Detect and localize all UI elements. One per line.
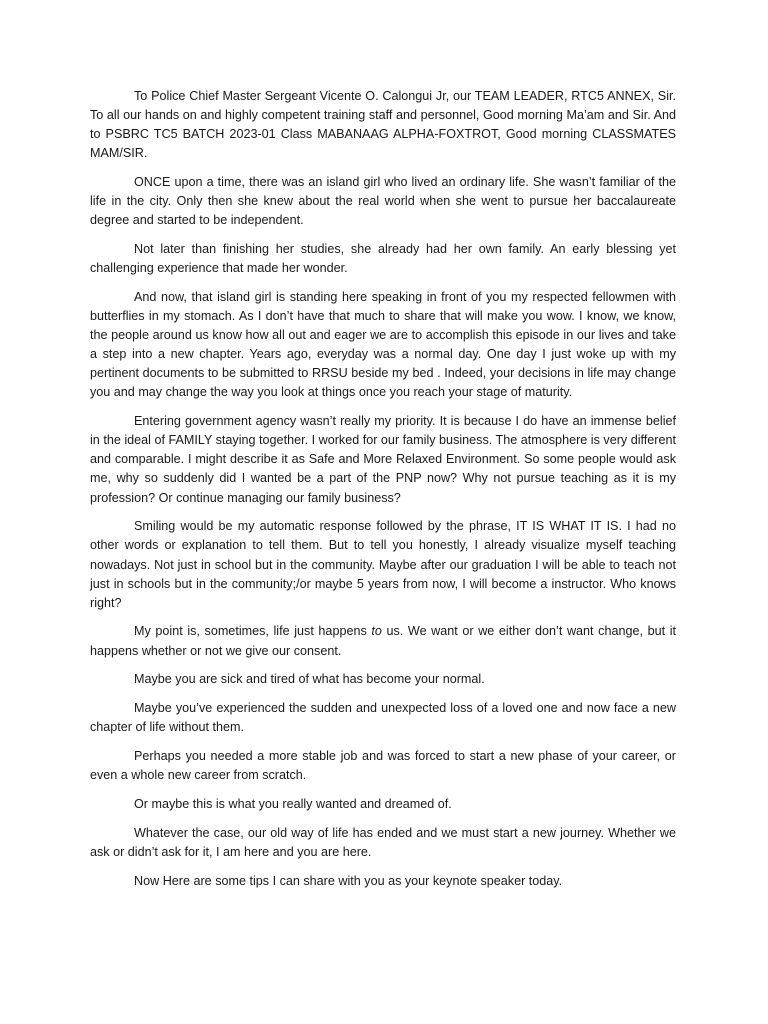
- paragraph-tips: Now Here are some tips I can share with you as your keynote speaker today.: [134, 873, 563, 888]
- paragraph-island-girl: ONCE upon a time, there was an island girl who lived an ordinary life. She wasn’t familiar of the life in the city. Only then she knew about the real world when she went to pursue her baccalaureate degree and started to be independent.: [90, 175, 676, 228]
- paragraph-stable-job: Perhaps you needed a more stable job and was forced to start a new phase of your career, or even a whole new career from scratch.: [90, 749, 676, 783]
- paragraph-loss: Maybe you’ve experienced the sudden and unexpected loss of a loved one and now face a new chapter of life without them.: [90, 701, 676, 735]
- paragraph-greeting: To Police Chief Master Sergeant Vicente O. Calongui Jr, our TEAM LEADER, RTC5 ANNEX, Sir. To all our hands on and highly competent training staff and personnel, Good morning Ma’am and Sir. And to PSBRC TC5 BATCH 2023-01 Class MABANAAG ALPHA-FOXTROT, Good morning CLASSMATES MAM/SIR.: [90, 89, 676, 161]
- paragraph-family: Not later than finishing her studies, she already had her own family. An early blessing yet challenging experience that made her wonder.: [90, 242, 676, 276]
- paragraph-dreamed-of: Or maybe this is what you really wanted and dreamed of.: [134, 796, 452, 811]
- paragraph-government-agency: Entering government agency wasn’t really my priority. It is because I do have an immense belief in the ideal of FAMILY staying together. I worked for our family business. The atmosphere is very different and comparable. I might describe it as Safe and More Relaxed Environment. So some people would ask me, why so suddenly did I wanted be a part of the PNP now? Why not pursue teaching as it is my profession? Or continue managing our family business?: [90, 414, 676, 505]
- paragraph-sick-and-tired: Maybe you are sick and tired of what has become your normal.: [134, 672, 485, 687]
- paragraph-my-point-emphasis: to: [371, 624, 382, 639]
- paragraph-smiling: Smiling would be my automatic response followed by the phrase, IT IS WHAT IT IS. I had no other words or explanation to tell them. But to tell you honestly, I already visualize myself teaching nowadays. Not just in school but in the community. Maybe after our graduation I will be able to teach not just in schools but in the community;/or maybe 5 years from now, I will become a instructor. Who knows right?: [90, 519, 676, 610]
- paragraph-new-journey: Whatever the case, our old way of life has ended and we must start a new journey. Whether we ask or didn’t ask for it, I am here and you are here.: [90, 825, 676, 859]
- paragraph-standing-here: And now, that island girl is standing here speaking in front of you my respected fellowmen with butterflies in my stomach. As I don’t have that much to share that will make you wow. I know, we know, the people around us know how all out and eager we are to accomplish this episode in our lives and take a step into a new chapter. Years ago, everyday was a normal day. One day I just woke up with my pertinent documents to be submitted to RRSU beside my bed . Indeed, your decisions in life may change you and may change the way you look at things once you reach your stage of maturity.: [90, 289, 676, 400]
- paragraph-my-point-after: us. We want or we either don’t want change, but it happens whether or not we give our consent.: [90, 624, 676, 658]
- paragraph-my-point: [90, 622, 676, 660]
- paragraph-my-point-before: My point is, sometimes, life just happens: [134, 624, 372, 639]
